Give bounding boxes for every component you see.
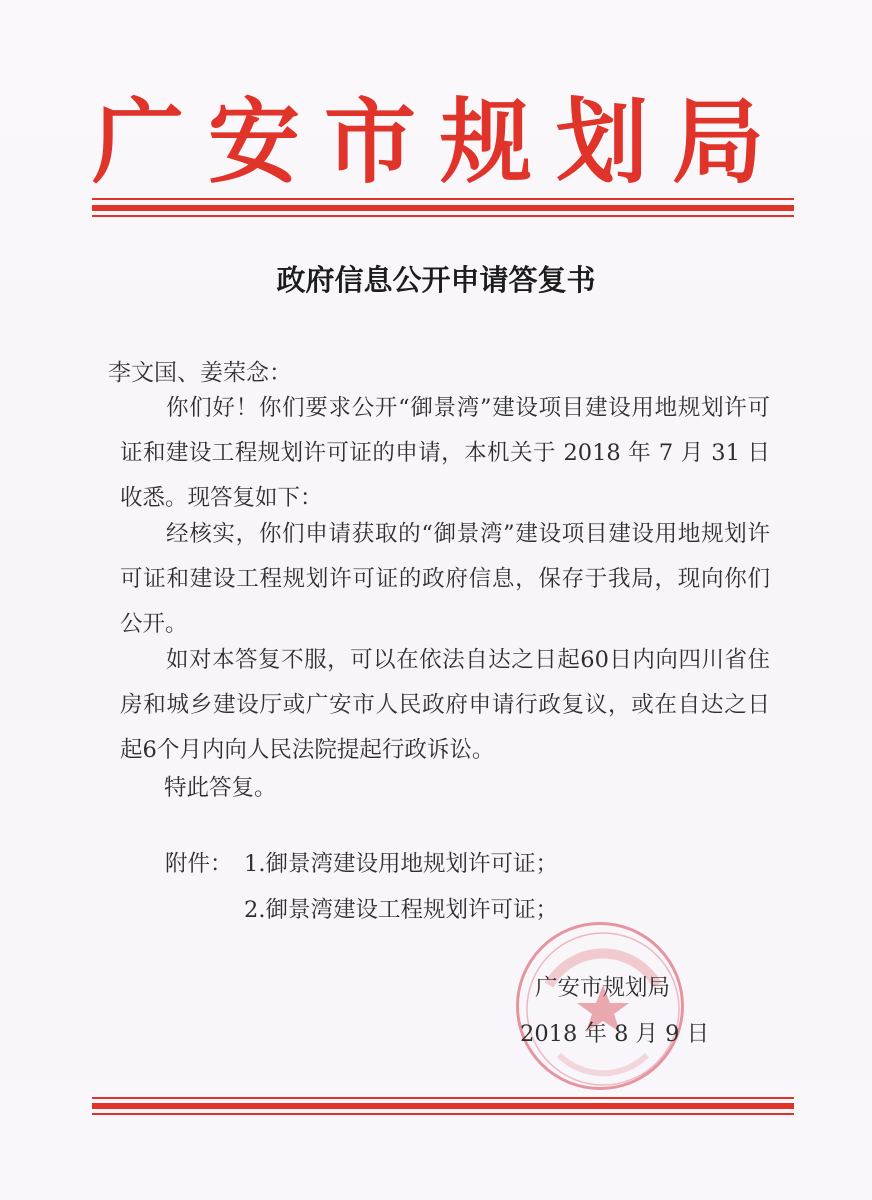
footer-divider-thin-bottom xyxy=(92,1113,794,1115)
seal-graphic xyxy=(519,925,687,1093)
document-title: 政府信息公开申请答复书 xyxy=(276,263,596,297)
attachment-item-1: 1.御景湾建设用地规划许可证； xyxy=(244,851,558,877)
footer-divider-thin-top xyxy=(92,1097,794,1099)
signing-organization: 广安市规划局 xyxy=(535,975,671,1001)
closing-remark: 特此答复。 xyxy=(164,775,277,801)
header-divider-thin-bottom xyxy=(92,215,794,217)
body-paragraph-1: 你们好！你们要求公开“御景湾”建设项目建设用地规划许可证和建设工程规划许可证的申请，本机关于 2018 年 7 月 31 日收悉。现答复如下： xyxy=(120,395,770,511)
attachment-item-2: 2.御景湾建设工程规划许可证； xyxy=(244,897,558,923)
signing-date: 2018 年 8 月 9 日 xyxy=(520,1021,710,1047)
recipient-line: 李文国、姜荣念： xyxy=(108,360,292,386)
attachments-label: 附件： xyxy=(165,851,233,877)
official-seal xyxy=(516,922,684,1090)
issuing-organization-header: 广安市规划局 xyxy=(91,88,788,196)
footer-divider-thick xyxy=(92,1103,794,1109)
header-divider-thin-top xyxy=(92,198,794,200)
header-divider-thick xyxy=(92,205,794,211)
body-paragraph-2: 经核实，你们申请获取的“御景湾”建设项目建设用地规划许可证和建设工程规划许可证的政府信息，保存于我局，现向你们公开。 xyxy=(120,521,770,637)
body-paragraph-3: 如对本答复不服，可以在依法自达之日起60日内向四川省住房和城乡建设厅或广安市人民政府申请行政复议，或在自达之日起6个月内向人民法院提起行政诉讼。 xyxy=(120,647,770,763)
